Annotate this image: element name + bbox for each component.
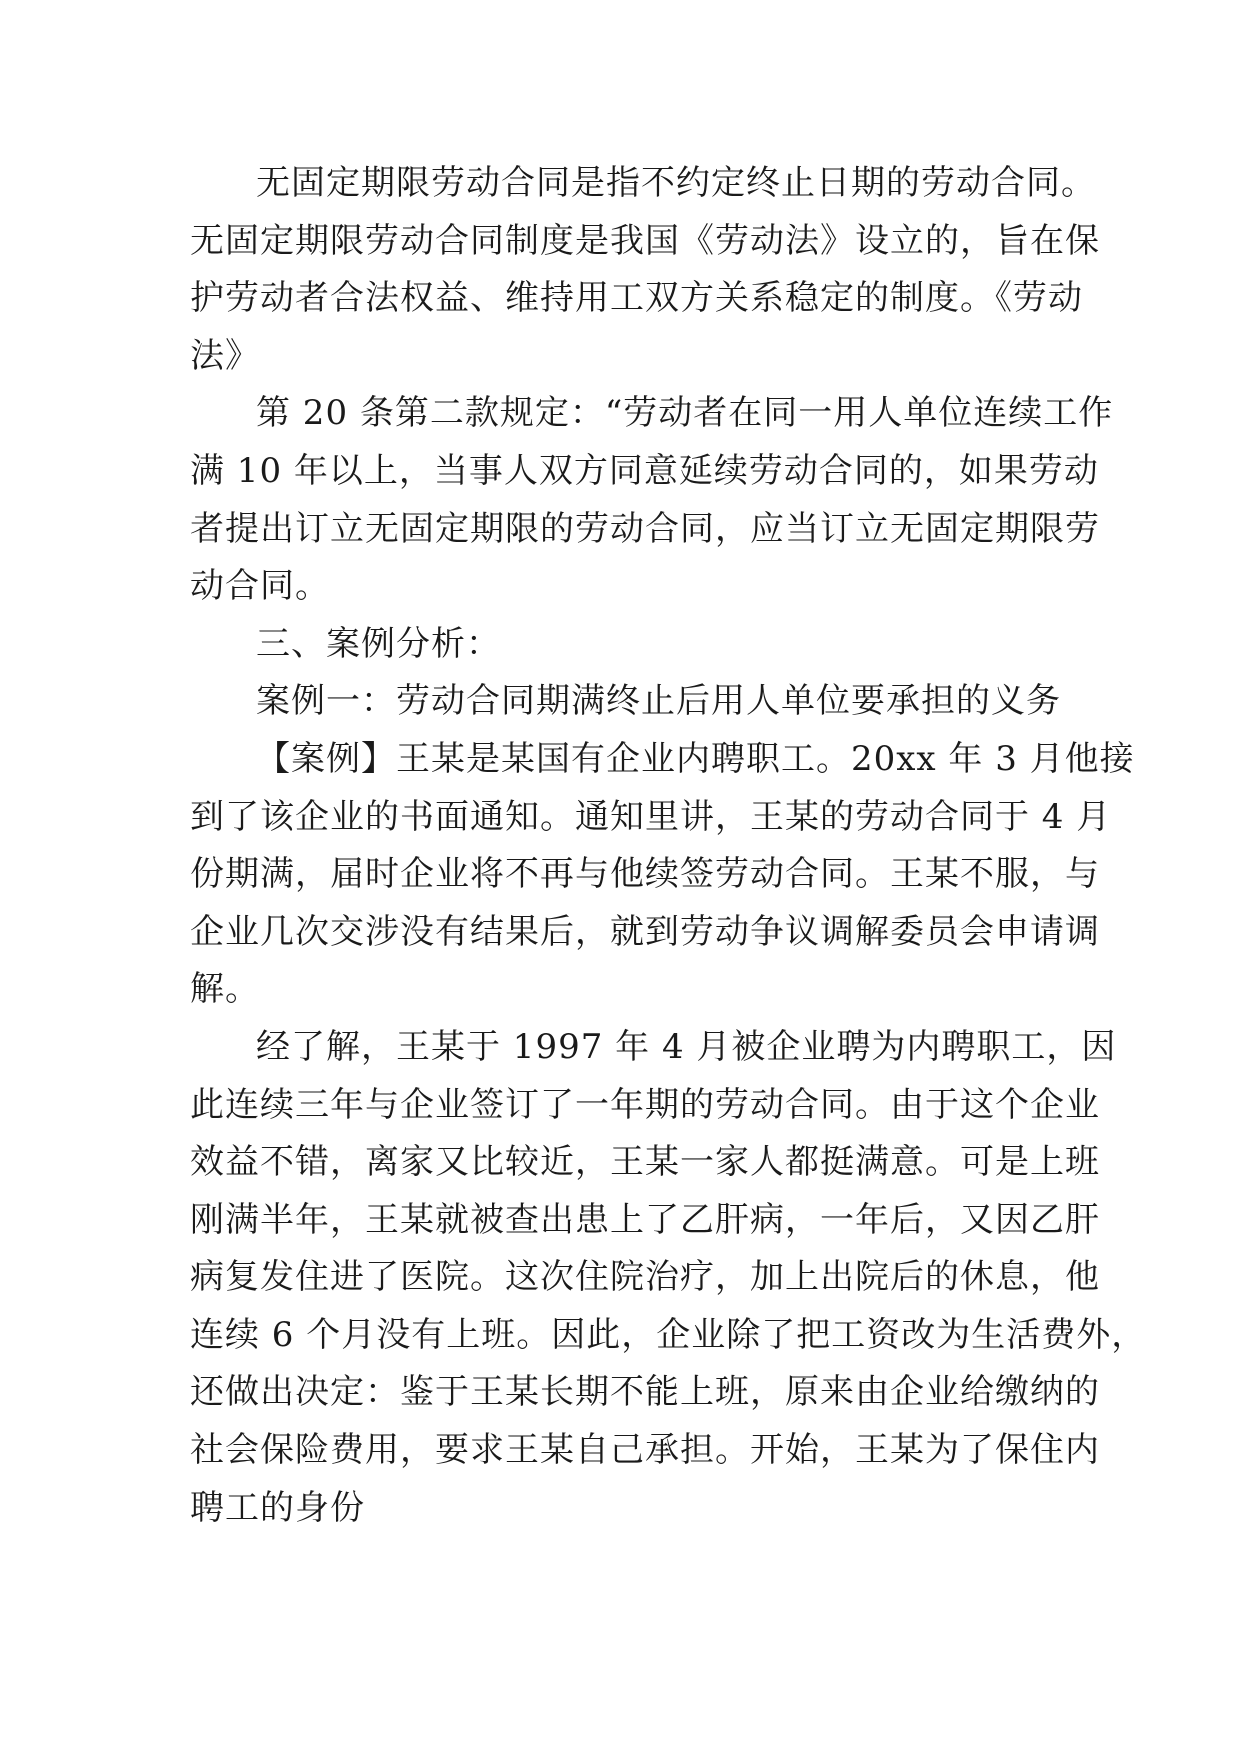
paragraph-line: 无固定期限劳动合同是指不约定终止日期的劳动合同。 — [256, 163, 1096, 203]
paragraph-line: 刚满半年，王某就被查出患上了乙肝病，一年后，又因乙肝 — [190, 1199, 1100, 1240]
section-heading: 三、案例分析： — [256, 623, 501, 664]
paragraph-line: 满 10 年以上，当事人双方同意延续劳动合同的，如果劳动 — [190, 450, 1099, 491]
paragraph-line: 还做出决定：鉴于王某长期不能上班，原来由企业给缴纳的 — [190, 1372, 1100, 1413]
paragraph-line: 经了解，王某于 1997 年 4 月被企业聘为内聘职工，因 — [256, 1026, 1117, 1067]
paragraph-line: 法》 — [190, 335, 260, 376]
paragraph-line: 动合同。 — [190, 566, 330, 607]
paragraph-line: 护劳动者合法权益、维持用工双方关系稳定的制度。《劳动 — [190, 278, 1083, 319]
paragraph-line: 病复发住进了医院。这次住院治疗，加上出院后的休息，他 — [190, 1257, 1100, 1298]
paragraph-line: 无固定期限劳动合同制度是我国《劳动法》设立的，旨在保 — [190, 220, 1100, 261]
paragraph-line: 解。 — [190, 969, 260, 1010]
paragraph-line: 此连续三年与企业签订了一年期的劳动合同。由于这个企业 — [190, 1084, 1100, 1125]
paragraph-line: 份期满，届时企业将不再与他续签劳动合同。王某不服，与 — [190, 854, 1100, 895]
paragraph-line: 效益不错，离家又比较近，王某一家人都挺满意。可是上班 — [190, 1142, 1100, 1183]
paragraph-line: 聘工的身份 — [190, 1487, 365, 1528]
paragraph-line: 社会保险费用，要求王某自己承担。开始，王某为了保住内 — [190, 1430, 1100, 1471]
case-heading: 案例一：劳动合同期满终止后用人单位要承担的义务 — [256, 681, 1061, 722]
document-body — [190, 155, 1147, 1537]
paragraph-line: 到了该企业的书面通知。通知里讲，王某的劳动合同于 4 月 — [190, 796, 1112, 837]
paragraph-line: 【案例】王某是某国有企业内聘职工。20xx 年 3 月他接 — [256, 738, 1135, 779]
paragraph-line: 第 20 条第二款规定：“劳动者在同一用人单位连续工作 — [256, 393, 1114, 434]
paragraph-line: 者提出订立无固定期限的劳动合同，应当订立无固定期限劳 — [190, 508, 1100, 549]
paragraph-line: 连续 6 个月没有上班。因此，企业除了把工资改为生活费外， — [190, 1314, 1147, 1355]
paragraph-line: 企业几次交涉没有结果后，就到劳动争议调解委员会申请调 — [190, 911, 1100, 952]
